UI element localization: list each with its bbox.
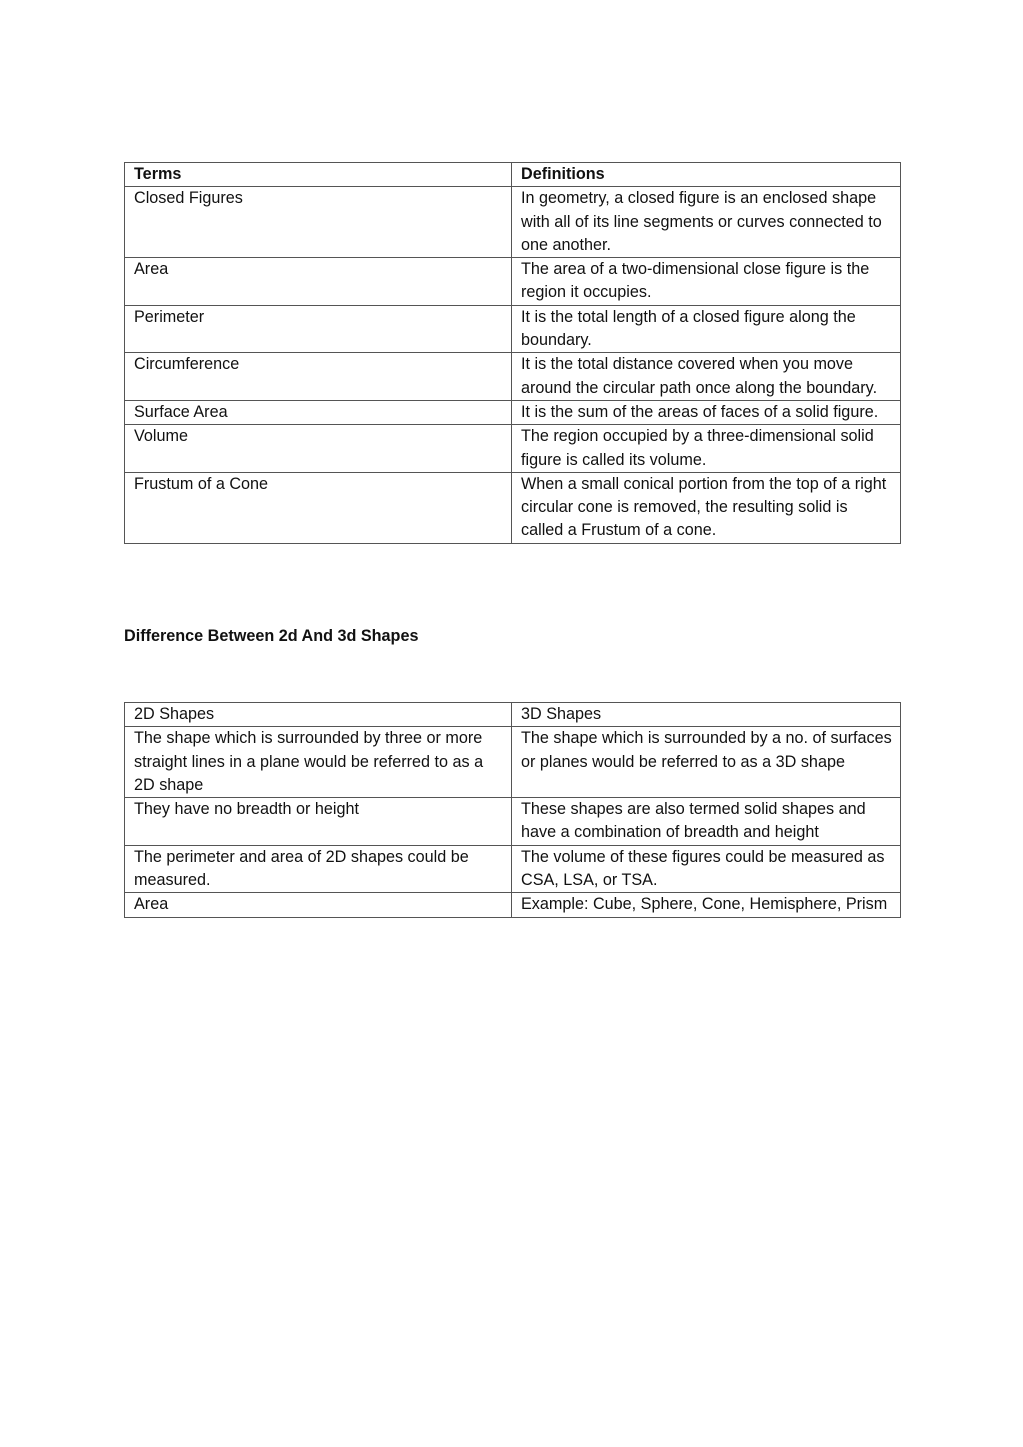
definition-cell: The region occupied by a three-dimensional solid figure is called its volume. (512, 425, 901, 473)
column-header-terms: Terms (125, 163, 512, 187)
definition-cell: It is the total length of a closed figure along the boundary. (512, 305, 901, 353)
table-row (125, 187, 901, 258)
column-header-2d-shapes: 2D Shapes (125, 703, 512, 727)
table-row (125, 353, 901, 401)
terms-definitions-table (124, 162, 901, 544)
term-cell: Surface Area (125, 400, 512, 424)
definition-cell: It is the total distance covered when you move around the circular path once along the boundary. (512, 353, 901, 401)
2d-shape-cell: The shape which is surrounded by three or more straight lines in a plane would be referred to as a 2D shape (125, 727, 512, 798)
term-cell: Circumference (125, 353, 512, 401)
3d-shape-cell: Example: Cube, Sphere, Cone, Hemisphere, Prism (512, 893, 901, 917)
3d-shape-cell: These shapes are also termed solid shapes and have a combination of breadth and height (512, 798, 901, 846)
section-heading: Difference Between 2d And 3d Shapes (124, 627, 419, 645)
table-row (125, 893, 901, 917)
definition-cell: The area of a two-dimensional close figure is the region it occupies. (512, 258, 901, 306)
term-cell: Perimeter (125, 305, 512, 353)
2d-shape-cell: The perimeter and area of 2D shapes could be measured. (125, 845, 512, 893)
table-header-row (125, 163, 901, 187)
3d-shape-cell: The shape which is surrounded by a no. of surfaces or planes would be referred to as a 3D shape (512, 727, 901, 798)
definition-cell: It is the sum of the areas of faces of a solid figure. (512, 400, 901, 424)
table-row (125, 472, 901, 543)
shapes-comparison-table (124, 702, 901, 918)
table-row (125, 305, 901, 353)
term-cell: Closed Figures (125, 187, 512, 258)
table-row (125, 845, 901, 893)
definition-cell: In geometry, a closed figure is an enclosed shape with all of its line segments or curves connected to one another. (512, 187, 901, 258)
table-row (125, 798, 901, 846)
column-header-definitions: Definitions (512, 163, 901, 187)
table-row (125, 425, 901, 473)
table-row (125, 258, 901, 306)
term-cell: Frustum of a Cone (125, 472, 512, 543)
table-row (125, 727, 901, 798)
table-header-row (125, 703, 901, 727)
2d-shape-cell: Area (125, 893, 512, 917)
table-row (125, 400, 901, 424)
term-cell: Area (125, 258, 512, 306)
3d-shape-cell: The volume of these figures could be measured as CSA, LSA, or TSA. (512, 845, 901, 893)
column-header-3d-shapes: 3D Shapes (512, 703, 901, 727)
term-cell: Volume (125, 425, 512, 473)
definition-cell: When a small conical portion from the top of a right circular cone is removed, the resulting solid is called a Frustum of a cone. (512, 472, 901, 543)
2d-shape-cell: They have no breadth or height (125, 798, 512, 846)
